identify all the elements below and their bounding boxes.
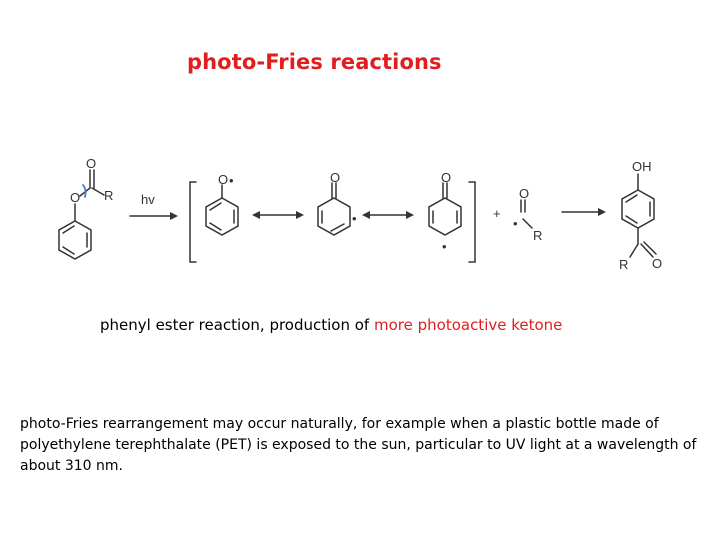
caption-text: phenyl ester reaction, production of	[100, 316, 374, 334]
hydroxyaryl-ketone-product	[622, 174, 656, 257]
hv-label: hv	[141, 192, 155, 207]
acyl-radical	[521, 200, 532, 228]
radical-dot: •	[229, 173, 234, 188]
atom-o-ortho: O	[330, 170, 341, 185]
atom-oh-product: OH	[632, 159, 652, 174]
reaction-scheme	[0, 140, 720, 280]
atom-r-ester: R	[104, 188, 114, 203]
atom-o-product: O	[652, 256, 663, 271]
ortho-dienone-radical	[318, 183, 350, 235]
atom-r-product: R	[619, 257, 629, 272]
atom-o-para: O	[441, 170, 452, 185]
body-paragraph: photo-Fries rearrangement may occur naturally, for example when a plastic bottle made of polyethylene terephthalate (PET) is exposed to the sun, particular to UV light at a wavelength of about 310 nm.	[20, 416, 697, 474]
radical-dot: •	[513, 216, 518, 231]
atom-o-phenoxy: O	[218, 172, 229, 187]
atom-o-acyl: O	[519, 186, 530, 201]
radical-dot: •	[442, 239, 447, 254]
plus-sign: +	[493, 206, 501, 221]
atom-o-ester: O	[70, 190, 81, 205]
slide-title: photo-Fries reactions	[187, 50, 442, 74]
scheme-caption	[100, 316, 562, 334]
phenoxy-radical	[206, 185, 238, 235]
atom-r-acyl: R	[533, 228, 543, 243]
atom-o-carbonyl: O	[86, 156, 97, 171]
radical-dot: •	[352, 211, 357, 226]
caption-highlight: more photoactive ketone	[373, 316, 563, 334]
para-dienone-radical	[429, 183, 461, 235]
phenyl-ester-molecule	[59, 170, 104, 259]
